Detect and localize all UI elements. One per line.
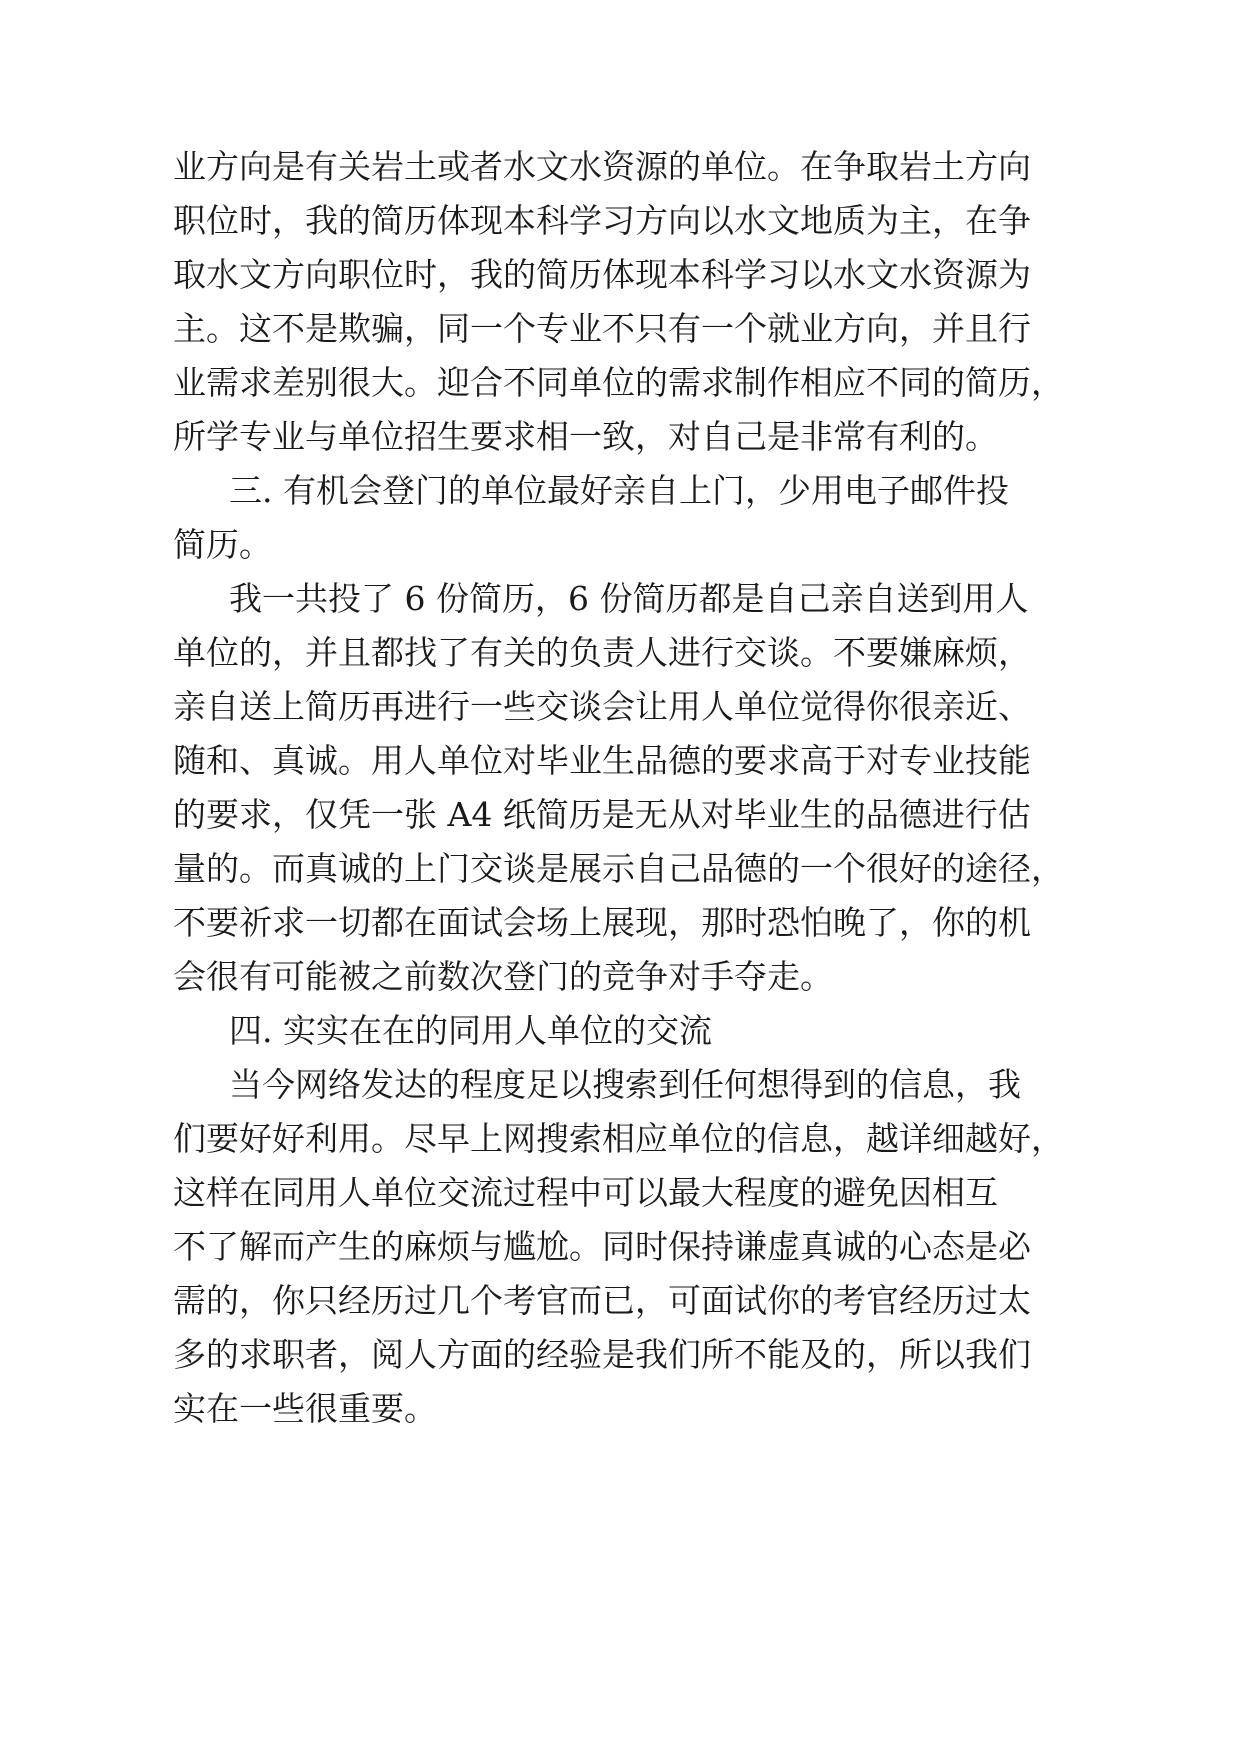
text-line: 实在一些很重要。 (173, 1389, 437, 1428)
text-line: 不要祈求一切都在面试会场上展现，那时恐怕晚了，你的机 (173, 903, 1031, 942)
section-heading-3: 三. 有机会登门的单位最好亲自上门，少用电子邮件投 (229, 471, 1009, 510)
text-line: 我一共投了 6 份简历，6 份简历都是自己亲自送到用人 (229, 579, 1029, 618)
text-line: 需的，你只经历过几个考官而已，可面试你的考官经历过太 (173, 1281, 1031, 1320)
text-line: 会很有可能被之前数次登门的竞争对手夺走。 (173, 957, 833, 996)
text-line: 取水文方向职位时，我的简历体现本科学习以水文水资源为 (173, 255, 1031, 294)
text-line: 单位的，并且都找了有关的负责人进行交谈。不要嫌麻烦， (173, 633, 1031, 672)
text-line: 的要求，仅凭一张 A4 纸简历是无从对毕业生的品德进行估 (173, 795, 1031, 834)
text-line: 业需求差别很大。迎合不同单位的需求制作相应不同的简历， (173, 363, 1064, 402)
text-line: 职位时，我的简历体现本科学习方向以水文地质为主，在争 (173, 201, 1031, 240)
text-line: 多的求职者，阅人方面的经验是我们所不能及的，所以我们 (173, 1335, 1031, 1374)
text-line: 当今网络发达的程度足以搜索到任何想得到的信息，我 (229, 1065, 1021, 1104)
text-line: 简历。 (173, 525, 272, 564)
text-line: 不了解而产生的麻烦与尴尬。同时保持谦虚真诚的心态是必 (173, 1227, 1031, 1266)
text-line: 亲自送上简历再进行一些交谈会让用人单位觉得你很亲近、 (173, 687, 1031, 726)
section-heading-4: 四. 实实在在的同用人单位的交流 (229, 1011, 712, 1050)
text-line: 主。这不是欺骗，同一个专业不只有一个就业方向，并且行 (173, 309, 1031, 348)
text-line: 随和、真诚。用人单位对毕业生品德的要求高于对专业技能 (173, 741, 1031, 780)
text-line: 量的。而真诚的上门交谈是展示自己品德的一个很好的途径， (173, 849, 1064, 888)
text-line: 所学专业与单位招生要求相一致，对自己是非常有利的。 (173, 417, 998, 456)
text-line: 业方向是有关岩土或者水文水资源的单位。在争取岩土方向 (173, 147, 1031, 186)
text-line: 们要好好利用。尽早上网搜索相应单位的信息，越详细越好， (173, 1119, 1064, 1158)
text-line: 这样在同用人单位交流过程中可以最大程度的避免因相互 (173, 1173, 998, 1212)
